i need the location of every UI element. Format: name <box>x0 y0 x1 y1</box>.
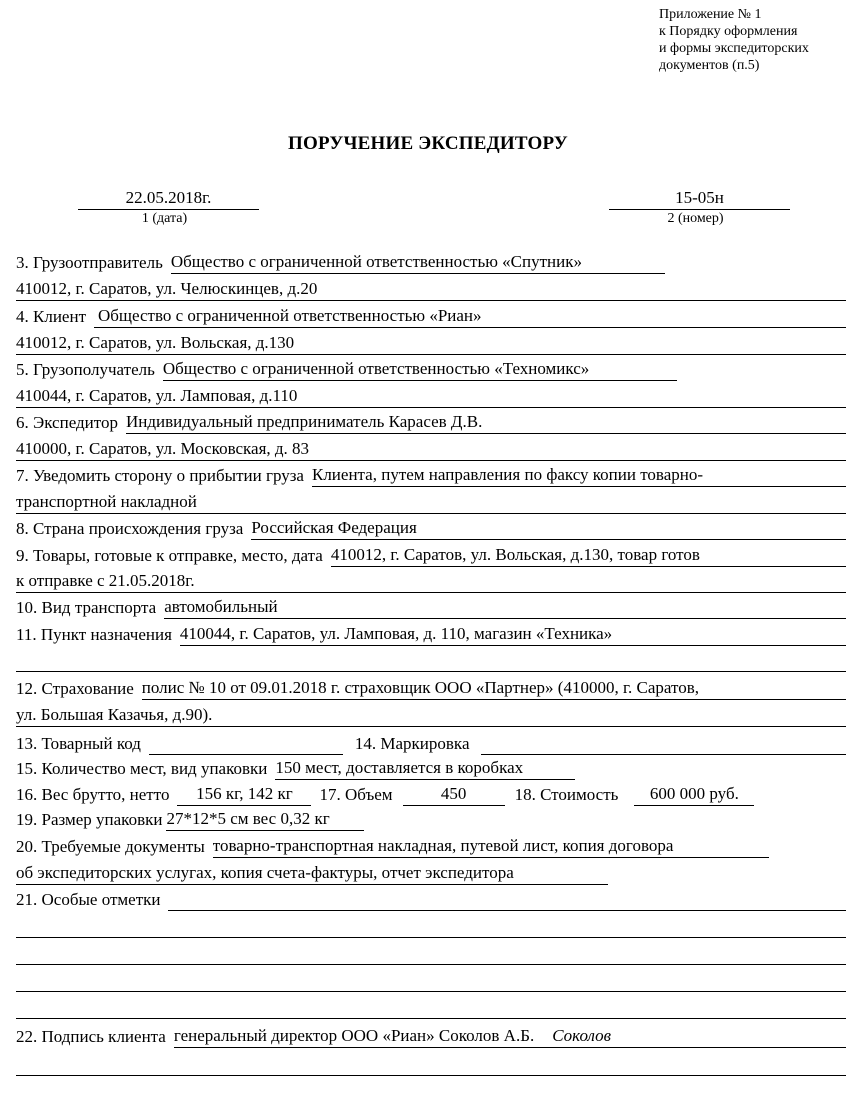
cost-label: 18. Стоимость <box>514 785 619 804</box>
goods-ready-cont-row <box>16 567 846 593</box>
transport-value: автомобильный <box>164 596 846 619</box>
destination-value: 410044, г. Саратов, ул. Ламповая, д. 110, магазин «Техника» <box>180 623 846 646</box>
documents-value-cont: об экспедиторских услугах, копия счета-фактуры, отчет экспедитора <box>16 862 608 885</box>
marking-label: 14. Маркировка <box>354 734 470 753</box>
pack-size-value: 27*12*5 см вес 0,32 кг <box>166 808 364 831</box>
volume-label: 17. Объем <box>319 785 393 804</box>
cost-value: 600 000 руб. <box>634 783 754 806</box>
date-field <box>70 187 259 228</box>
packages-label: 15. Количество мест, вид упаковки <box>16 759 268 778</box>
remarks-blank-line <box>16 996 846 1019</box>
remarks-blank-row-1 <box>16 912 846 938</box>
weight-volume-cost-row <box>16 780 846 806</box>
destination-row <box>16 620 846 646</box>
forwarder-address: 410000, г. Саратов, ул. Московская, д. 83 <box>16 438 846 461</box>
goods-ready-value: 410012, г. Саратов, ул. Вольская, д.130, товар готов <box>331 544 846 567</box>
client-address-row <box>16 329 846 355</box>
remarks-label: 21. Особые отметки <box>16 890 161 909</box>
date-caption: 1 (дата) <box>141 211 188 226</box>
goods-ready-label: 9. Товары, готовые к отправке, место, дата <box>16 546 323 565</box>
remarks-blank-line <box>16 969 846 992</box>
insurance-cont-row <box>16 701 846 727</box>
client-label: 4. Клиент <box>16 307 86 326</box>
consignee-address-row <box>16 382 846 408</box>
weight-label: 16. Вес брутто, нетто <box>16 785 170 804</box>
number-field <box>601 187 790 228</box>
pack-size-label: 19. Размер упаковки <box>16 810 163 829</box>
origin-value: Российская Федерация <box>251 517 846 540</box>
weight-value: 156 кг, 142 кг <box>177 783 311 806</box>
packages-row <box>16 754 846 780</box>
forwarder-row <box>16 408 846 434</box>
number-value: 15-05н <box>609 187 790 210</box>
packages-value: 150 мест, доставляется в коробках <box>275 757 575 780</box>
signature-row <box>16 1022 846 1048</box>
remarks-row <box>16 885 846 911</box>
consignee-row <box>16 355 846 381</box>
product-code-label: 13. Товарный код <box>16 734 141 753</box>
appendix-note: Приложение № 1 к Порядку оформления и формы экспедиторских документов (п.5) <box>659 7 809 73</box>
documents-row <box>16 832 846 858</box>
document-title: ПОРУЧЕНИЕ ЭКСПЕДИТОРУ <box>288 133 568 154</box>
origin-label: 8. Страна происхождения груза <box>16 519 244 538</box>
remarks-blank-row-4 <box>16 993 846 1019</box>
shipper-row <box>16 248 846 274</box>
signature-label: 22. Подпись клиента <box>16 1027 166 1046</box>
forwarder-value: Индивидуальный предприниматель Карасев Д.В. <box>126 411 846 434</box>
consignee-value: Общество с ограниченной ответственностью «Техномикс» <box>163 358 677 381</box>
documents-value: товарно-транспортная накладная, путевой лист, копия договора <box>213 835 769 858</box>
destination-label: 11. Пункт назначения <box>16 625 172 644</box>
insurance-value: полис № 10 от 09.01.2018 г. страховщик ООО «Партнер» (410000, г. Саратов, <box>142 677 846 700</box>
transport-label: 10. Вид транспорта <box>16 598 157 617</box>
remarks-blank-line <box>16 915 846 938</box>
pack-size-row <box>16 805 846 831</box>
notify-cont-row <box>16 488 846 514</box>
forwarder-label: 6. Экспедитор <box>16 413 118 432</box>
notify-value: Клиента, путем направления по факсу копии товарно- <box>312 464 846 487</box>
date-value: 22.05.2018г. <box>78 187 259 210</box>
volume-value: 450 <box>403 783 505 806</box>
goods-ready-value-cont: к отправке с 21.05.2018г. <box>16 570 846 593</box>
notify-value-cont: транспортной накладной <box>16 491 846 514</box>
notify-row <box>16 461 846 487</box>
transport-row <box>16 593 846 619</box>
insurance-label: 12. Страхование <box>16 679 134 698</box>
remarks-blank-line <box>16 942 846 965</box>
signature-blank-line <box>16 1053 846 1076</box>
remarks-blank-row-3 <box>16 966 846 992</box>
shipper-address: 410012, г. Саратов, ул. Челюскинцев, д.20 <box>16 278 846 301</box>
client-value: Общество с ограниченной ответственностью «Риан» <box>94 305 846 328</box>
notify-label: 7. Уведомить сторону о прибытии груза <box>16 466 304 485</box>
documents-cont-row <box>16 859 846 885</box>
product-code-value <box>149 732 343 755</box>
client-row <box>16 302 846 328</box>
forwarder-address-row <box>16 435 846 461</box>
marking-value <box>481 732 846 755</box>
signature-text: генеральный директор ООО «Риан» Соколов А.Б. <box>173 1026 535 1045</box>
consignee-label: 5. Грузополучатель <box>16 360 155 379</box>
signature-value <box>174 1025 846 1048</box>
consignee-address: 410044, г. Саратов, ул. Ламповая, д.110 <box>16 385 846 408</box>
remarks-value <box>168 888 846 911</box>
shipper-value: Общество с ограниченной ответственностью «Спутник» <box>171 251 665 274</box>
shipper-label: 3. Грузоотправитель <box>16 253 163 272</box>
destination-blank-line <box>16 649 846 672</box>
insurance-value-cont: ул. Большая Казачья, д.90). <box>16 704 846 727</box>
documents-label: 20. Требуемые документы <box>16 837 205 856</box>
code-marking-row <box>16 729 846 755</box>
handwritten-signature: Соколов <box>552 1026 612 1045</box>
remarks-blank-row-2 <box>16 939 846 965</box>
shipper-address-row <box>16 275 846 301</box>
number-caption: 2 (номер) <box>667 211 724 226</box>
signature-blank-row <box>16 1050 846 1076</box>
goods-ready-row <box>16 541 846 567</box>
insurance-row <box>16 674 846 700</box>
destination-blank-row <box>16 646 846 672</box>
origin-row <box>16 514 846 540</box>
client-address: 410012, г. Саратов, ул. Вольская, д.130 <box>16 332 846 355</box>
